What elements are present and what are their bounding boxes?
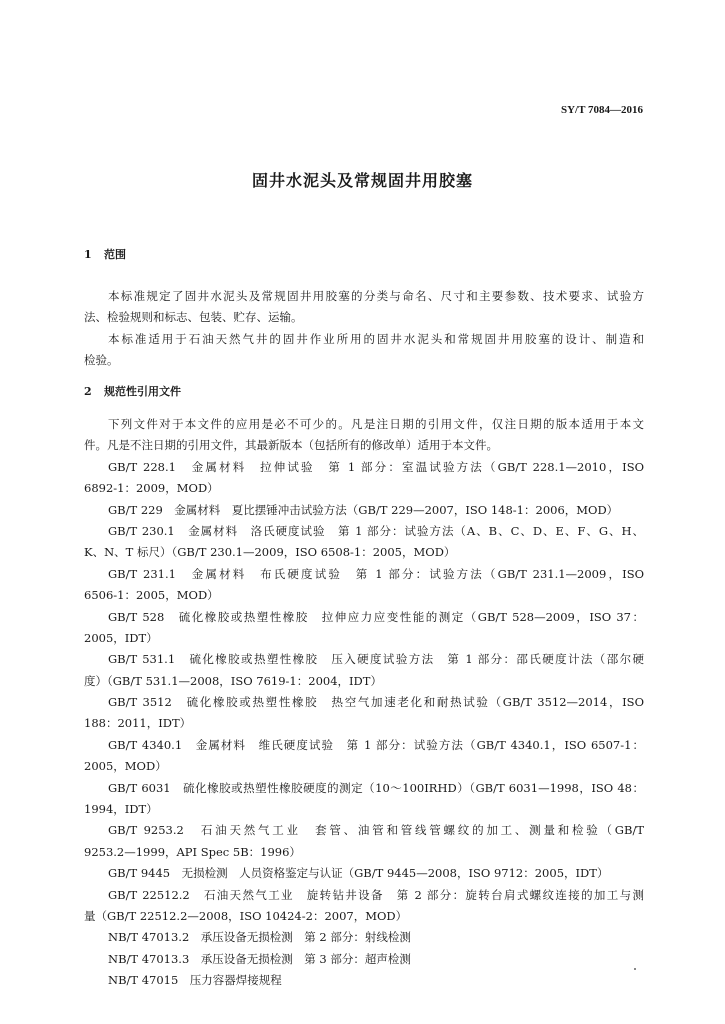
reference-entry-cont: K、N、T 标尺）（GB/T 230.1—2009，ISO 6508-1：2005，MOD） (84, 545, 456, 560)
reference-entry-cont: 6892-1：2009，MOD） (84, 481, 219, 496)
section-1-heading (84, 246, 126, 262)
reference-entry-cont: 1994，IDT） (84, 802, 158, 817)
text-line: 下列文件对于本文件的应用是必不可少的。凡是注日期的引用文件，仅注日期的版本适用于本文 (108, 417, 644, 431)
section-title: 规范性引用文件 (104, 385, 181, 398)
reference-entry: GB/T 229 金属材料 夏比摆锤冲击试验方法（GB/T 229—2007，ISO 148-1：2006，MOD） (108, 502, 619, 517)
text-line: 法、检验规则和标志、包装、贮存、运输。 (84, 310, 303, 325)
reference-entry-cont: 2005，IDT） (84, 630, 158, 645)
reference-entry-cont: 度）（GB/T 531.1—2008，ISO 7619-1：2004，IDT） (84, 673, 382, 688)
reference-entry: GB/T 6031 硫化橡胶或热塑性橡胶硬度的测定（10～100IRHD）（GB/T 6031—1998，ISO 48： (108, 780, 644, 795)
reference-entry: GB/T 231.1 金属材料 布氏硬度试验 第 1 部分：试验方法（GB/T 231.1—2009，ISO (108, 566, 644, 581)
reference-entry-cont: 6506-1：2005，MOD） (84, 588, 219, 603)
section-title: 范围 (104, 248, 126, 261)
references-text (84, 414, 644, 992)
document-title: 固井水泥头及常规固井用胶塞 (251, 171, 473, 190)
scan-speck (634, 968, 636, 970)
reference-entry: GB/T 228.1 金属材料 拉伸试验 第 1 部分：室温试验方法（GB/T 228.1—2010，ISO (108, 459, 644, 474)
reference-entry-cont: 9253.2—1999，API Spec 5B：1996） (84, 844, 301, 859)
reference-entry-cont: 2005，MOD） (84, 759, 167, 774)
reference-entry: NB/T 47013.2 承压设备无损检测 第 2 部分：射线检测 (108, 930, 411, 945)
text-line: 本标准规定了固井水泥头及常规固井用胶塞的分类与命名、尺寸和主要参数、技术要求、试验方 (108, 289, 644, 303)
reference-entry: GB/T 9445 无损检测 人员资格鉴定与认证（GB/T 9445—2008，ISO 9712：2005，IDT） (108, 866, 609, 881)
reference-entry: NB/T 47015 压力容器焊接规程 (108, 973, 282, 988)
reference-entry: GB/T 531.1 硫化橡胶或热塑性橡胶 压入硬度试验方法 第 1 部分：邵氏硬度计法（邵尔硬 (108, 652, 644, 667)
text-line: 件。凡是不注日期的引用文件，其最新版本（包括所有的修改单）适用于本文件。 (84, 438, 498, 453)
reference-entry: GB/T 528 硫化橡胶或热塑性橡胶 拉伸应力应变性能的测定（GB/T 528—2009，ISO 37： (108, 609, 644, 624)
reference-entry: GB/T 3512 硫化橡胶或热塑性橡胶 热空气加速老化和耐热试验（GB/T 3512—2014，ISO (108, 695, 644, 710)
reference-entry: GB/T 22512.2 石油天然气工业 旋转钻井设备 第 2 部分：旋转台肩式螺纹连接的加工与测 (108, 887, 644, 902)
scope-text (84, 286, 644, 372)
section-number: 1 (84, 248, 92, 261)
reference-entry: GB/T 230.1 金属材料 洛氏硬度试验 第 1 部分：试验方法（A、B、C、D、E、F、G、H、 (108, 523, 644, 538)
reference-entry-cont: 188：2011，IDT） (84, 716, 192, 731)
reference-entry: GB/T 9253.2 石油天然气工业 套管、油管和管线管螺纹的加工、测量和检验（GB/T (108, 823, 644, 838)
reference-entry: GB/T 4340.1 金属材料 维氏硬度试验 第 1 部分：试验方法（GB/T 4340.1，ISO 6507-1： (108, 737, 644, 752)
reference-entry-cont: 量（GB/T 22512.2—2008，ISO 10424-2：2007，MOD） (84, 908, 408, 923)
reference-entry: NB/T 47013.3 承压设备无损检测 第 3 部分：超声检测 (108, 951, 411, 966)
standard-code: SY/T 7084—2016 (560, 104, 643, 116)
text-line: 检验。 (84, 353, 119, 368)
text-line: 本标准适用于石油天然气井的固井作业所用的固井水泥头和常规固井用胶塞的设计、制造和 (108, 331, 644, 346)
section-2-heading (84, 383, 181, 399)
section-number: 2 (84, 385, 92, 398)
